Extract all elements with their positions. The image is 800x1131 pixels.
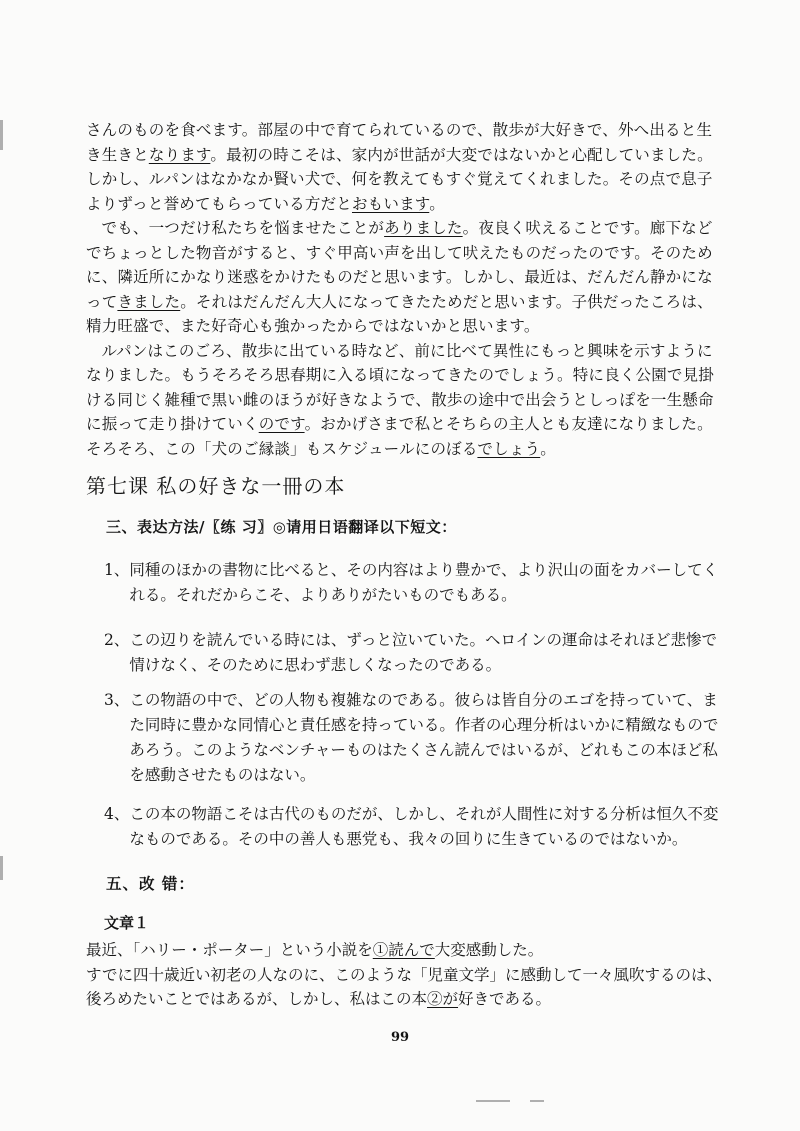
text-run: 大変感動した。	[434, 941, 544, 959]
article-line-1	[86, 938, 726, 963]
article-line-2	[86, 963, 726, 1012]
text-run: 最近、「ハリー・ポーター」という小説を	[86, 941, 373, 959]
text-run: 。おかげさまで私とそちらの主人とも友達になりました。そろそろ、この「犬のご縁談」もスケジュールにのぼる	[86, 415, 713, 458]
underlined-phrase: ②が	[427, 990, 459, 1008]
item-number: 3、	[104, 691, 130, 709]
scan-artifact	[0, 120, 3, 150]
text-run: 。夜良く吠えることです。廊下などでちょっとした物音がすると、すぐ甲高い声を出して吠えたものだったのです。そのために、隣近所にかなり迷惑をかけたものだと思います。しかし、最近は、だんだん静かになって	[86, 219, 713, 311]
article-heading: 文章１	[104, 914, 150, 932]
item-number: 4、	[104, 805, 130, 823]
text-run: でも、一つだけ私たちを悩ませたことが	[101, 219, 385, 237]
exercise-item-3	[104, 688, 724, 788]
scan-artifact	[530, 1100, 544, 1102]
text-run: 。	[429, 194, 445, 213]
item-text: この辺りを読んでいる時には、ずっと泣いていた。ヘロインの運命はそれほど悲惨で情けなく、そのために思わず悲しくなったのである。	[129, 631, 717, 674]
article-text	[86, 938, 726, 1012]
text-run: 好きである。	[458, 990, 552, 1008]
item-text: 同種のほかの書物に比べると、その内容はより豊かで、より沢山の面をカバーしてくれる。それだからこそ、よりありがたいものでもある。	[129, 561, 719, 604]
exercise-item-1	[104, 558, 724, 608]
scan-artifact	[0, 856, 3, 880]
text-run: さんのものを食べます。部屋の中で育てられているので、散歩が大好きで、外へ出ると生き生きと	[86, 121, 713, 164]
text-run: 。それはだんだん大人になってきたためだと思います。子供だったころは、精力旺盛で、また好奇心も強かったからではないかと思います。	[86, 292, 713, 335]
text-run: 。最初の時こそは、家内が世話が大変ではないかと心配していました。しかし、ルパンはなかなか賢い犬で、何を教えてもすぐ覚えてくれました。その点で息子よりずっと誉めてもらっている方だと	[86, 145, 713, 213]
underlined-phrase: なります	[148, 145, 211, 164]
underlined-phrase: でしょう	[477, 439, 541, 458]
page-number: 99	[390, 1030, 410, 1045]
item-text: この物語の中で、どの人物も複雑なのである。彼らは皆自分のエゴを持っていて、また同時に豊かな同情心と責任感を持っている。作者の心理分析はいかに精緻なものであろう。このようなベンチャーものはたくさん読んではいるが、どれもこの本ほど私を感動させたものはない。	[129, 691, 719, 784]
item-number: 2、	[104, 631, 130, 649]
lesson-title: 第七课 私の好きな一冊の本	[86, 474, 346, 498]
passage	[86, 118, 726, 461]
text-run: 。	[540, 439, 556, 458]
item-number: 1、	[104, 561, 130, 579]
passage-paragraph-3	[86, 339, 726, 462]
exercise-heading: 三、表达方法/〖练 习〗◎请用日语翻译以下短文：	[106, 518, 457, 536]
passage-paragraph-1	[86, 118, 726, 216]
underlined-phrase: ①読んで	[372, 941, 435, 959]
text-run: ルパンはこのごろ、散歩に出ている時など、前に比べて異性にもっと興味を示すようになりました。もうそろそろ思春期に入る頃になってきたのでしょう。特に良く公園で見掛ける同じく雑種で黒い雌のほうが好きなようで、散歩の途中で出会うとしっぽを一生懸命に振って走り掛けていく	[86, 341, 715, 433]
text-run: すでに四十歳近い初老の人なのに、このような「児童文学」に感動して一々風吹するのは、後ろめたいことではあるが、しかし、私はこの本	[86, 965, 722, 1008]
exercise-item-2	[104, 628, 724, 678]
underlined-phrase: きました	[117, 292, 181, 311]
scan-artifact	[476, 1100, 510, 1102]
underlined-phrase: のです	[258, 415, 305, 433]
item-text: この本の物語こそは古代のものだが、しかし、それが人間性に対する分析は恒久不変なものである。その中の善人も悪党も、我々の回りに生きているのではないか。	[129, 805, 719, 848]
section-5-heading: 五、改 错：	[106, 875, 195, 893]
passage-paragraph-2	[86, 216, 726, 339]
exercise-item-4	[104, 802, 724, 852]
underlined-phrase: おもいます	[351, 194, 430, 213]
underlined-phrase: ありました	[384, 219, 463, 237]
